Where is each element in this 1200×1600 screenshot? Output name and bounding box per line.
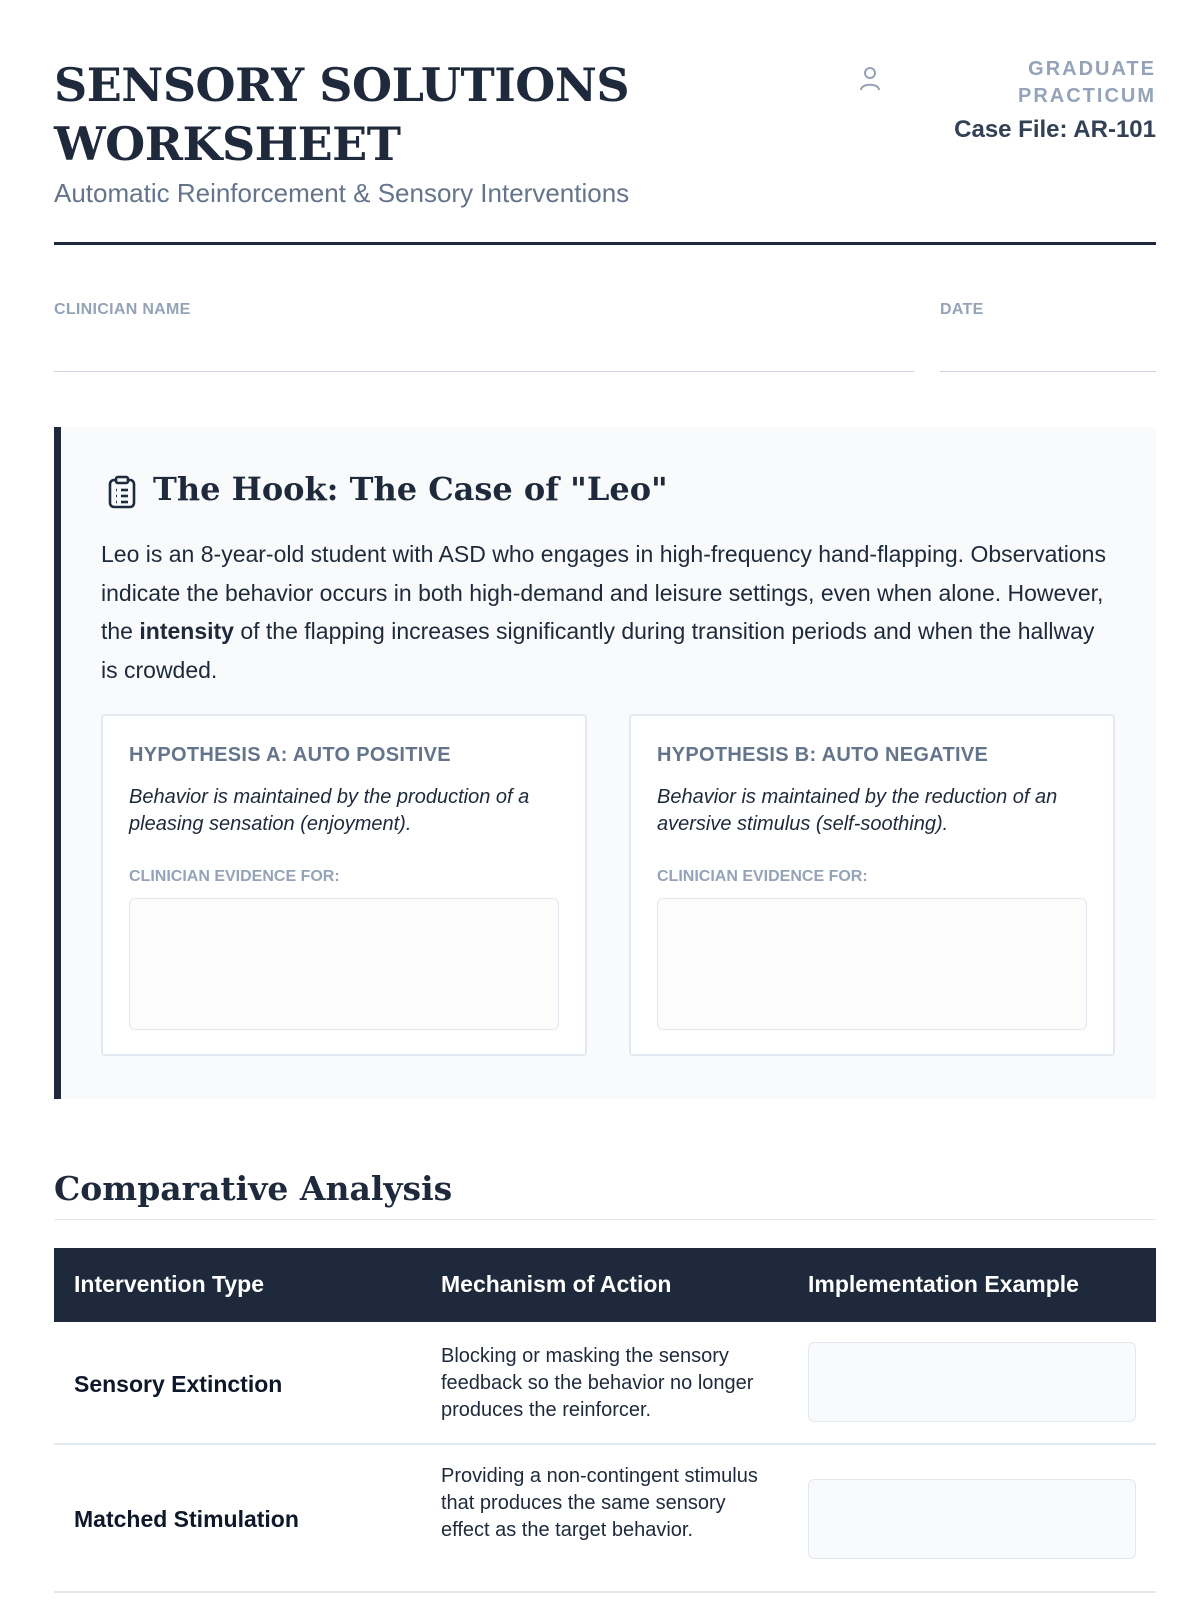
hypothesis-a-evidence-label: CLINICIAN EVIDENCE FOR: bbox=[129, 868, 340, 885]
hypothesis-a-description: Behavior is maintained by the production of a pleasing sensation (enjoyment). bbox=[129, 786, 530, 835]
header-divider bbox=[54, 242, 1156, 245]
hypothesis-a-card bbox=[101, 714, 587, 1056]
page-title: SENSORY SOLUTIONS WORKSHEET bbox=[54, 58, 630, 171]
date-field[interactable] bbox=[940, 371, 1156, 372]
case-file-label: Case File: AR-101 bbox=[954, 116, 1156, 143]
hypothesis-a-evidence-input[interactable] bbox=[129, 898, 559, 1030]
mechanism-cell: Providing a non-contingent stimulus that produces the same sensory effect as the target behavior. bbox=[441, 1465, 758, 1541]
intervention-type-cell: Matched Stimulation bbox=[74, 1506, 299, 1532]
column-header-intervention-type: Intervention Type bbox=[74, 1271, 264, 1297]
comparative-analysis-title: Comparative Analysis bbox=[54, 1169, 453, 1208]
hypothesis-b-card bbox=[629, 714, 1115, 1056]
case-hook-card bbox=[54, 427, 1156, 1099]
clinician-name-field[interactable] bbox=[54, 371, 914, 372]
user-icon bbox=[858, 66, 882, 92]
date-label: DATE bbox=[940, 301, 984, 318]
section-divider bbox=[54, 1219, 1156, 1220]
hypothesis-b-description: Behavior is maintained by the reduction of an aversive stimulus (self-soothing). bbox=[657, 786, 1058, 835]
hypothesis-b-evidence-label: CLINICIAN EVIDENCE FOR: bbox=[657, 868, 868, 885]
clinician-name-label: CLINICIAN NAME bbox=[54, 301, 191, 318]
page-subtitle: Automatic Reinforcement & Sensory Interventions bbox=[54, 178, 630, 208]
hypothesis-a-title: HYPOTHESIS A: AUTO POSITIVE bbox=[129, 744, 451, 766]
worksheet-header bbox=[54, 56, 1156, 246]
table-header bbox=[54, 1248, 1156, 1322]
hypothesis-b-title: HYPOTHESIS B: AUTO NEGATIVE bbox=[657, 744, 989, 766]
practicum-label: GRADUATE PRACTICUM bbox=[1018, 58, 1156, 107]
worksheet-page bbox=[54, 0, 1156, 1600]
table-row bbox=[54, 1445, 1156, 1593]
implementation-example-input[interactable] bbox=[808, 1479, 1136, 1559]
hook-title: The Hook: The Case of "Leo" bbox=[153, 470, 668, 508]
hypothesis-b-evidence-input[interactable] bbox=[657, 898, 1087, 1030]
intensity-emphasis: intensity bbox=[139, 618, 234, 644]
column-header-mechanism: Mechanism of Action bbox=[441, 1271, 672, 1297]
mechanism-cell: Blocking or masking the sensory feedback so the behavior no longer produces the reinforcer. bbox=[441, 1345, 754, 1421]
intervention-type-cell: Sensory Extinction bbox=[74, 1371, 283, 1397]
table-row bbox=[54, 1322, 1156, 1445]
column-header-implementation: Implementation Example bbox=[808, 1271, 1079, 1297]
implementation-example-input[interactable] bbox=[808, 1342, 1136, 1422]
clipboard-icon bbox=[107, 475, 137, 509]
hook-description: Leo is an 8-year-old student with ASD who engages in high-frequency hand-flapping. Observations indicate the behavior occurs in both high-demand and leisure settings, even when alone. However, the intensity of the flapping increases significantly during transition periods and when the hallway is crowded. bbox=[101, 541, 1106, 683]
